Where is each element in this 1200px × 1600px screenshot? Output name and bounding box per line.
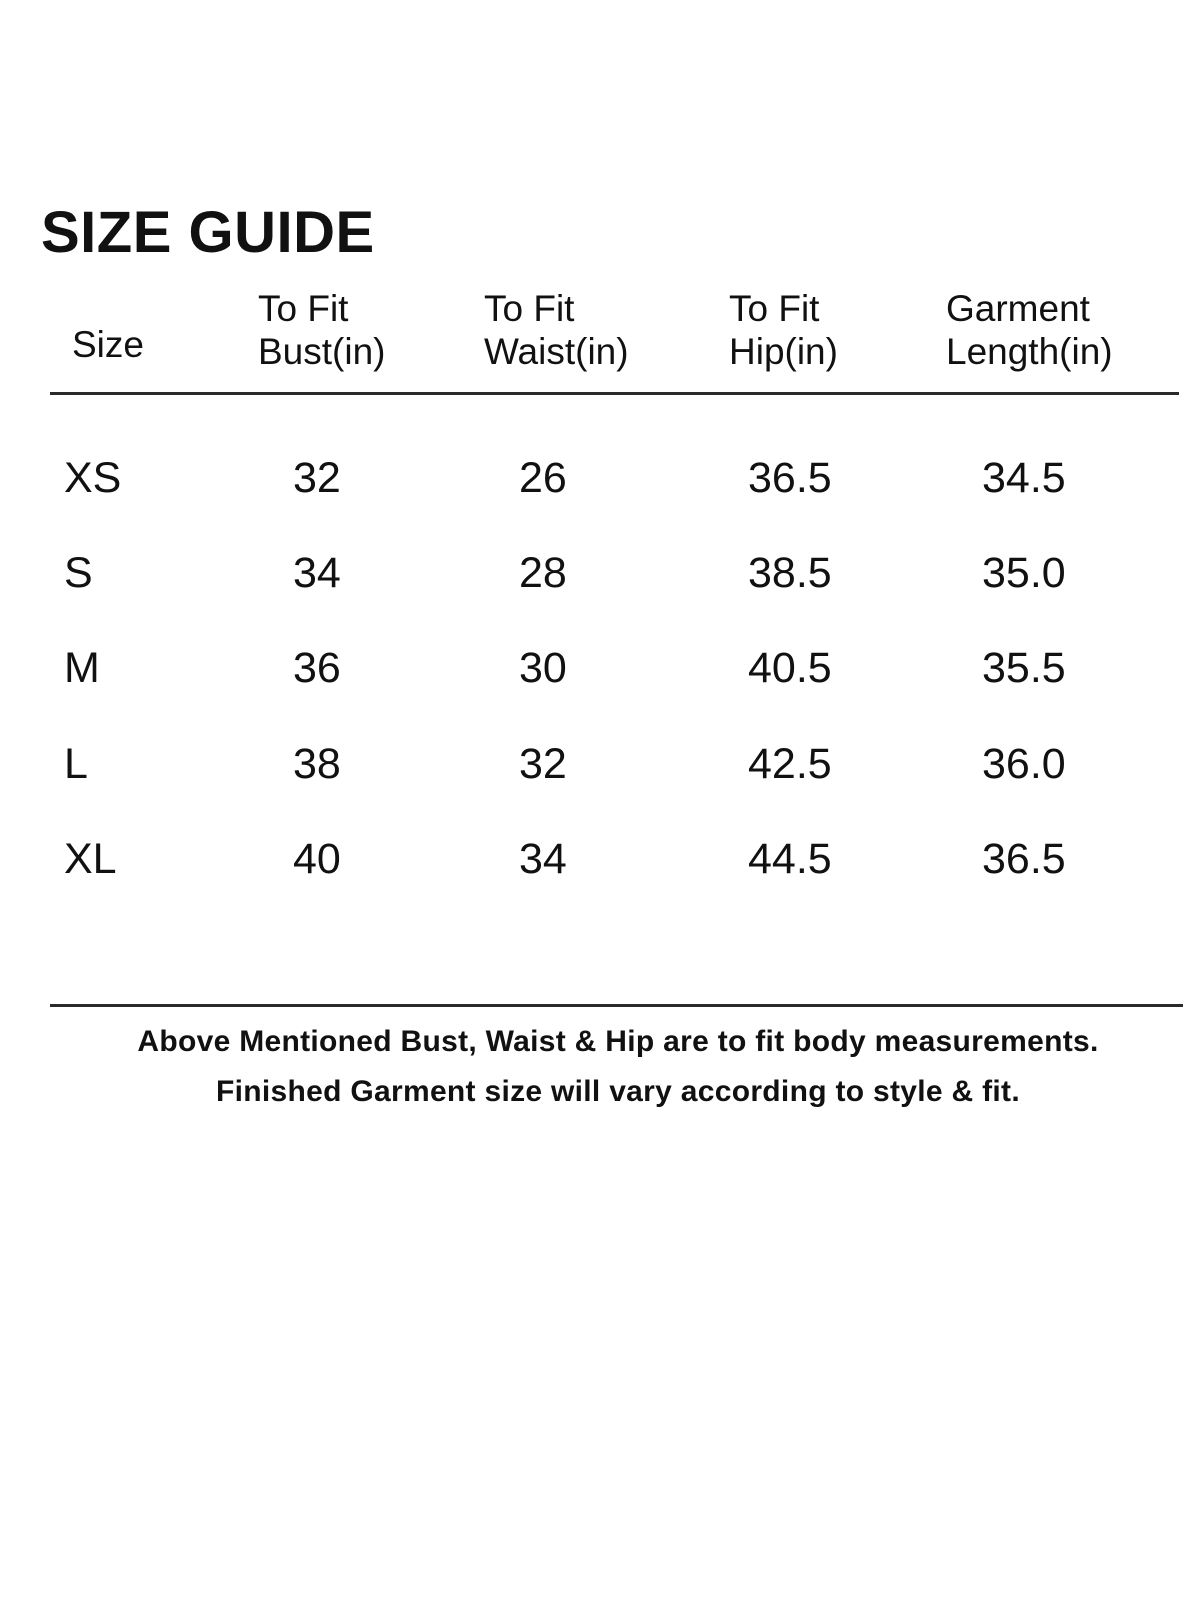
- hip-cell: 42.5: [748, 740, 832, 788]
- header-garment-line1: Garment: [946, 288, 1090, 329]
- header-bust-line2: Bust(in): [258, 331, 386, 372]
- header-divider: [50, 392, 1179, 395]
- header-size-label: Size: [72, 324, 144, 365]
- header-hip-line2: Hip(in): [729, 331, 838, 372]
- waist-cell: 32: [519, 740, 567, 788]
- header-hip-line1: To Fit: [729, 288, 820, 329]
- size-cell: XL: [64, 835, 117, 883]
- footnote-line-2: Finished Garment size will vary according to style & fit.: [216, 1075, 1020, 1108]
- bust-cell: 32: [293, 454, 341, 502]
- header-hip: [729, 287, 838, 373]
- hip-cell: 44.5: [748, 835, 832, 883]
- hip-cell: 36.5: [748, 454, 832, 502]
- length-cell: 36.0: [982, 740, 1066, 788]
- length-cell: 35.5: [982, 644, 1066, 692]
- bust-cell: 38: [293, 740, 341, 788]
- size-cell: S: [64, 549, 93, 597]
- header-size: [72, 323, 144, 366]
- footer-divider: [50, 1004, 1183, 1007]
- bust-cell: 34: [293, 549, 341, 597]
- header-garment-line2: Length(in): [946, 331, 1113, 372]
- header-bust-line1: To Fit: [258, 288, 349, 329]
- header-waist-line1: To Fit: [484, 288, 575, 329]
- length-cell: 35.0: [982, 549, 1066, 597]
- waist-cell: 26: [519, 454, 567, 502]
- hip-cell: 40.5: [748, 644, 832, 692]
- waist-cell: 34: [519, 835, 567, 883]
- hip-cell: 38.5: [748, 549, 832, 597]
- bust-cell: 40: [293, 835, 341, 883]
- header-garment-length: [946, 287, 1113, 373]
- page-title: SIZE GUIDE: [41, 200, 375, 265]
- size-cell: L: [64, 740, 88, 788]
- waist-cell: 28: [519, 549, 567, 597]
- size-cell: M: [64, 644, 100, 692]
- header-waist: [484, 287, 629, 373]
- header-bust: [258, 287, 385, 373]
- footnote-line-1: Above Mentioned Bust, Waist & Hip are to fit body measurements.: [137, 1025, 1099, 1058]
- bust-cell: 36: [293, 644, 341, 692]
- length-cell: 36.5: [982, 835, 1066, 883]
- header-waist-line2: Waist(in): [484, 331, 629, 372]
- waist-cell: 30: [519, 644, 567, 692]
- length-cell: 34.5: [982, 454, 1066, 502]
- size-cell: XS: [64, 454, 122, 502]
